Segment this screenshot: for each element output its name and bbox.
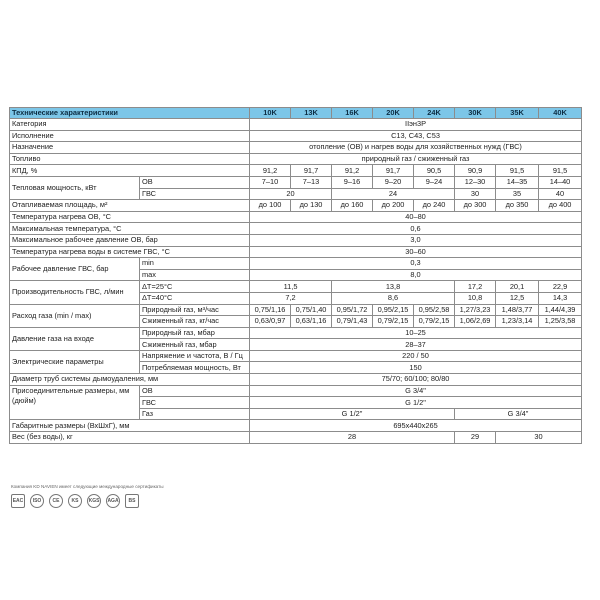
fuel-value: природный газ / сжиженный газ	[250, 153, 582, 165]
table-cell: 9–24	[414, 176, 455, 188]
sub-label: Сжиженный газ, мбар	[140, 339, 250, 351]
table-cell: 20	[250, 188, 332, 200]
table-cell: 91,5	[496, 165, 539, 177]
row-label: Температура нагрева ОВ, °С	[10, 211, 250, 223]
table-cell: 14–35	[496, 176, 539, 188]
bs-logo-icon: BS	[125, 494, 139, 508]
table-cell: 29	[455, 432, 496, 444]
row-label: Температура нагрева воды в системе ГВС, °С	[10, 246, 250, 258]
table-row	[10, 258, 582, 270]
table-cell: 40–80	[250, 211, 582, 223]
sub-label: ОВ	[140, 176, 250, 188]
model-header: 40K	[539, 108, 582, 119]
table-cell: 91,2	[250, 165, 291, 177]
table-cell: 10,8	[455, 292, 496, 304]
table-row	[10, 234, 582, 246]
table-row	[10, 211, 582, 223]
table-cell: 14,3	[539, 292, 582, 304]
table-cell: 0,75/1,40	[291, 304, 332, 316]
table-row	[10, 176, 582, 188]
sub-label: ГВС	[140, 188, 250, 200]
table-cell: 8,0	[250, 269, 582, 281]
table-cell: 10–25	[250, 327, 582, 339]
table-cell: 1,25/3,58	[539, 316, 582, 328]
table-cell: G 3/4"	[455, 408, 582, 420]
table-row	[10, 385, 582, 397]
sub-label: ΔT=40°C	[140, 292, 250, 304]
table-cell: до 300	[455, 200, 496, 212]
table-cell: 0,3	[250, 258, 582, 270]
sub-label: ОВ	[140, 385, 250, 397]
table-cell: 695x440x265	[250, 420, 582, 432]
table-cell: 0,63/0,97	[250, 316, 291, 328]
table-cell: 0,63/1,16	[291, 316, 332, 328]
table-cell: 9–20	[373, 176, 414, 188]
table-cell: до 200	[373, 200, 414, 212]
table-cell: 17,2	[455, 281, 496, 293]
row-label: Рабочее давление ГВС, бар	[10, 258, 140, 281]
row-label: Исполнение	[10, 130, 250, 142]
table-cell: 30–60	[250, 246, 582, 258]
table-cell: 28	[250, 432, 455, 444]
table-cell: 0,6	[250, 223, 582, 235]
table-cell: 40	[539, 188, 582, 200]
table-cell: 11,5	[250, 281, 332, 293]
table-header-row	[10, 108, 582, 119]
table-row	[10, 327, 582, 339]
table-row	[10, 119, 582, 131]
table-cell: до 160	[332, 200, 373, 212]
row-label: КПД, %	[10, 165, 250, 177]
iso-logo-icon: ISO	[30, 494, 44, 508]
table-row	[10, 153, 582, 165]
table-cell: 0,95/1,72	[332, 304, 373, 316]
table-row	[10, 432, 582, 444]
sub-label: max	[140, 269, 250, 281]
table-cell: 7,2	[250, 292, 332, 304]
sub-label: Потребляемая мощность, Вт	[140, 362, 250, 374]
sub-label: min	[140, 258, 250, 270]
table-cell: 0,75/1,16	[250, 304, 291, 316]
table-row	[10, 200, 582, 212]
model-header: 13K	[291, 108, 332, 119]
table-cell: 1,44/4,39	[539, 304, 582, 316]
row-label: Тепловая мощность, кВт	[10, 176, 140, 199]
table-cell: 13,8	[332, 281, 455, 293]
table-cell: 12,5	[496, 292, 539, 304]
table-row	[10, 420, 582, 432]
table-row	[10, 304, 582, 316]
table-cell: 220 / 50	[250, 350, 582, 362]
row-label: Диаметр труб системы дымоудаления, мм	[10, 374, 250, 386]
row-label: Расход газа (min / max)	[10, 304, 140, 327]
table-cell: 14–40	[539, 176, 582, 188]
table-cell: 12–30	[455, 176, 496, 188]
certification-logos	[11, 494, 139, 508]
aga-logo-icon: AGA	[106, 494, 120, 508]
table-cell: 1,06/2,69	[455, 316, 496, 328]
table-cell: 0,79/1,43	[332, 316, 373, 328]
row-label: Присоединительные размеры, мм (дюйм)	[10, 385, 140, 420]
model-header: 20K	[373, 108, 414, 119]
table-cell: 20,1	[496, 281, 539, 293]
table-cell: 1,23/3,14	[496, 316, 539, 328]
row-label: Максимальная температура, °С	[10, 223, 250, 235]
row-label: Топливо	[10, 153, 250, 165]
table-cell: 91,5	[539, 165, 582, 177]
purpose-value: отопление (ОВ) и нагрев воды для хозяйственных нужд (ГВС)	[250, 142, 582, 154]
table-cell: 1,48/3,77	[496, 304, 539, 316]
table-cell: до 100	[250, 200, 291, 212]
model-header: 35K	[496, 108, 539, 119]
table-cell: 91,2	[332, 165, 373, 177]
kgs-logo-icon: KGS	[87, 494, 101, 508]
table-cell: 7–10	[250, 176, 291, 188]
table-cell: до 240	[414, 200, 455, 212]
table-cell: 28–37	[250, 339, 582, 351]
specifications-table	[9, 107, 582, 444]
eac-logo-icon: EAC	[11, 494, 25, 508]
table-row	[10, 142, 582, 154]
table-cell: 90,9	[455, 165, 496, 177]
sub-label: Газ	[140, 408, 250, 420]
sub-label: Природный газ, мбар	[140, 327, 250, 339]
table-cell: 1,27/3,23	[455, 304, 496, 316]
row-label: Назначение	[10, 142, 250, 154]
execution-value: C13, C43, C53	[250, 130, 582, 142]
ce-logo-icon: CE	[49, 494, 63, 508]
table-cell: 7–13	[291, 176, 332, 188]
ks-logo-icon: KS	[68, 494, 82, 508]
table-cell: 0,79/2,15	[373, 316, 414, 328]
table-cell: 0,79/2,15	[414, 316, 455, 328]
row-label: Габаритные размеры (ВхШхГ), мм	[10, 420, 250, 432]
certification-note: Компания KD NAVIEN имеет следующие международные сертификаты	[11, 484, 164, 489]
table-row	[10, 130, 582, 142]
category-value: IIэн3P	[250, 119, 582, 131]
model-header: 10K	[250, 108, 291, 119]
table-cell: 150	[250, 362, 582, 374]
table-cell: до 350	[496, 200, 539, 212]
row-label: Электрические параметры	[10, 350, 140, 373]
table-cell: до 400	[539, 200, 582, 212]
table-cell: 0,95/2,58	[414, 304, 455, 316]
table-row	[10, 165, 582, 177]
table-cell: 91,7	[291, 165, 332, 177]
table-cell: G 1/2"	[250, 408, 455, 420]
model-header: 24K	[414, 108, 455, 119]
table-row	[10, 246, 582, 258]
table-cell: до 130	[291, 200, 332, 212]
row-label: Категория	[10, 119, 250, 131]
table-cell: 22,9	[539, 281, 582, 293]
sub-label: Сжиженный газ, кг/час	[140, 316, 250, 328]
table-cell: 8,6	[332, 292, 455, 304]
table-cell: 24	[332, 188, 455, 200]
row-label: Давление газа на входе	[10, 327, 140, 350]
table-cell: 3,0	[250, 234, 582, 246]
sub-label: Природный газ, м³/час	[140, 304, 250, 316]
table-row	[10, 374, 582, 386]
table-cell: G 1/2"	[250, 397, 582, 409]
row-label: Вес (без воды), кг	[10, 432, 250, 444]
table-cell: 75/70; 60/100; 80/80	[250, 374, 582, 386]
table-row	[10, 223, 582, 235]
table-title: Технические характеристики	[10, 108, 250, 119]
table-cell: 35	[496, 188, 539, 200]
model-header: 30K	[455, 108, 496, 119]
row-label: Максимальное рабочее давление ОВ, бар	[10, 234, 250, 246]
model-header: 16K	[332, 108, 373, 119]
sub-label: ГВС	[140, 397, 250, 409]
sub-label: ΔT=25°C	[140, 281, 250, 293]
table-cell: 90,5	[414, 165, 455, 177]
row-label: Производительность ГВС, л/мин	[10, 281, 140, 304]
table-cell: 91,7	[373, 165, 414, 177]
table-cell: 30	[496, 432, 582, 444]
table-cell: 9–16	[332, 176, 373, 188]
table-row	[10, 350, 582, 362]
row-label: Отапливаемая площадь, м²	[10, 200, 250, 212]
sub-label: Напряжение и частота, В / Гц	[140, 350, 250, 362]
table-cell: G 3/4"	[250, 385, 582, 397]
table-cell: 0,95/2,15	[373, 304, 414, 316]
table-cell: 30	[455, 188, 496, 200]
table-row	[10, 281, 582, 293]
